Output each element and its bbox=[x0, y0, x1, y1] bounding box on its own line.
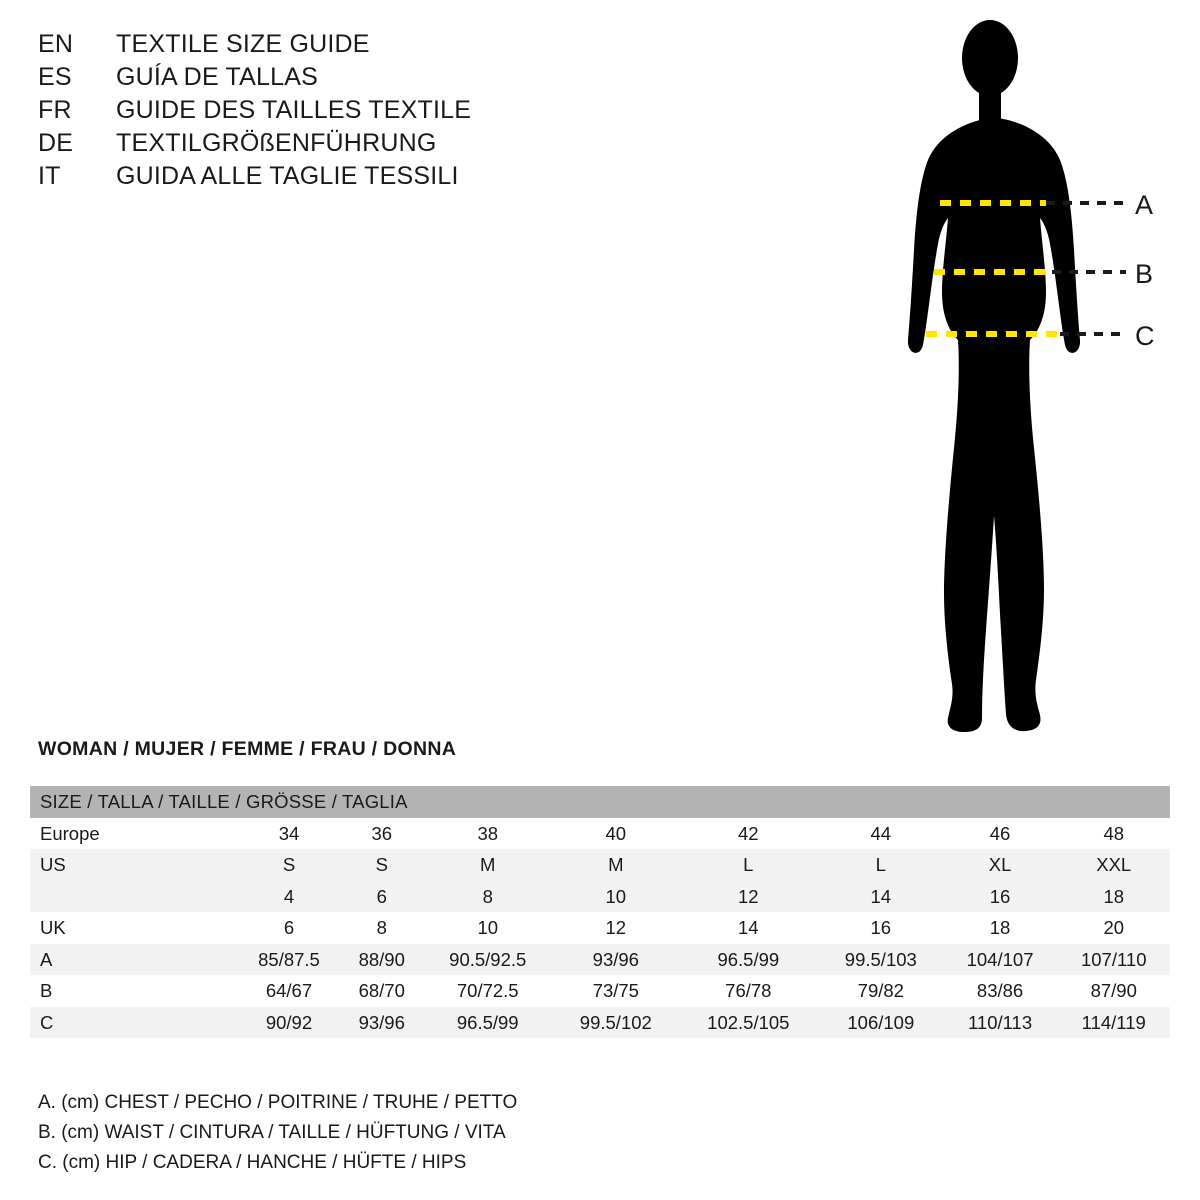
row-label bbox=[30, 881, 236, 913]
table-row bbox=[30, 975, 1170, 1007]
table-row bbox=[30, 881, 1170, 913]
table-cell: 99.5/102 bbox=[579, 1011, 652, 1033]
table-cell: 4 bbox=[283, 885, 295, 907]
language-code: EN bbox=[38, 30, 74, 58]
table-cell: 93/96 bbox=[358, 1011, 405, 1033]
row-label: A bbox=[40, 948, 53, 970]
table-section-title: WOMAN / MUJER / FEMME / FRAU / DONNA bbox=[38, 738, 457, 760]
table-cell: 6 bbox=[376, 885, 387, 907]
table-cell: 16 bbox=[989, 885, 1011, 907]
table-cell: 96.5/99 bbox=[456, 1011, 519, 1033]
table-cell: 12 bbox=[738, 885, 759, 907]
table-cell: 79/82 bbox=[857, 980, 904, 1001]
table-cell: L bbox=[875, 854, 886, 875]
table-cell: M bbox=[480, 854, 496, 875]
table-cell: 73/75 bbox=[592, 980, 639, 1001]
table-cell: 6 bbox=[283, 917, 295, 938]
table-row bbox=[30, 849, 1170, 881]
table-cell: 85/87.5 bbox=[258, 948, 320, 970]
table-cell: 83/86 bbox=[976, 980, 1024, 1001]
table-cell: 34 bbox=[278, 822, 300, 844]
table-cell: 64/67 bbox=[265, 980, 313, 1001]
table-cell: 93/96 bbox=[592, 948, 639, 970]
table-cell: 8 bbox=[376, 917, 387, 938]
table-cell: 36 bbox=[371, 822, 393, 844]
table-header-row bbox=[30, 786, 1170, 818]
table-header-label: SIZE / TALLA / TAILLE / GRÖSSE / TAGLIA bbox=[40, 791, 408, 812]
table-row bbox=[30, 818, 1170, 850]
marker-label-b: B bbox=[1135, 259, 1154, 289]
table-row bbox=[30, 912, 1170, 944]
table-cell: 20 bbox=[1103, 917, 1125, 938]
silhouette-icon bbox=[908, 20, 1080, 732]
table-cell: 90.5/92.5 bbox=[449, 948, 527, 970]
language-title: TEXTILGRÖßENFÜHRUNG bbox=[116, 129, 437, 157]
language-title: GUÍA DE TALLAS bbox=[116, 63, 318, 91]
table-cell: 99.5/103 bbox=[844, 948, 917, 970]
table-cell: 48 bbox=[1103, 822, 1125, 844]
row-label: C bbox=[40, 1011, 54, 1033]
table-cell: 106/109 bbox=[847, 1011, 915, 1033]
language-row bbox=[38, 129, 658, 162]
table-cell: 44 bbox=[870, 822, 892, 844]
row-label: UK bbox=[40, 917, 66, 938]
language-code: DE bbox=[38, 129, 74, 157]
row-label: US bbox=[40, 854, 66, 875]
table-cell: 87/90 bbox=[1090, 980, 1137, 1001]
table-cell: S bbox=[375, 854, 388, 875]
language-code: ES bbox=[38, 63, 72, 91]
table-cell: 114/119 bbox=[1081, 1011, 1146, 1033]
language-code: FR bbox=[38, 96, 72, 124]
table-cell: 12 bbox=[605, 917, 627, 938]
table-cell: 96.5/99 bbox=[717, 948, 780, 970]
table-cell: 10 bbox=[605, 885, 627, 907]
footnote-waist: B. (cm) WAIST / CINTURA / TAILLE / HÜFTUNG / VITA bbox=[38, 1122, 506, 1143]
table-cell: L bbox=[743, 854, 754, 875]
table-row bbox=[30, 1007, 1170, 1039]
table-cell: 88/90 bbox=[358, 948, 405, 970]
language-title: TEXTILE SIZE GUIDE bbox=[116, 30, 370, 58]
marker-label-a: A bbox=[1135, 190, 1154, 220]
marker-label-c: C bbox=[1135, 321, 1155, 351]
table-cell: 16 bbox=[870, 917, 892, 938]
footnote-list bbox=[38, 1088, 838, 1178]
table-cell: XXL bbox=[1096, 854, 1132, 875]
table-cell: 10 bbox=[477, 917, 499, 938]
table-cell: M bbox=[608, 854, 624, 875]
language-title: GUIDE DES TAILLES TEXTILE bbox=[116, 96, 472, 124]
table-cell: 90/92 bbox=[265, 1011, 313, 1033]
female-silhouette-figure bbox=[860, 18, 1180, 748]
table-cell: 107/110 bbox=[1080, 948, 1147, 970]
table-cell: 18 bbox=[1103, 885, 1125, 907]
row-label: Europe bbox=[40, 822, 100, 844]
language-title: GUIDA ALLE TAGLIE TESSILI bbox=[116, 162, 459, 190]
table-cell: S bbox=[282, 854, 296, 875]
language-header-list bbox=[38, 30, 658, 195]
table-cell: 38 bbox=[477, 822, 499, 844]
table-cell: 110/113 bbox=[967, 1011, 1033, 1033]
footnote-hip: C. (cm) HIP / CADERA / HANCHE / HÜFTE / HIPS bbox=[38, 1152, 467, 1173]
table-cell: 46 bbox=[989, 822, 1011, 844]
table-row bbox=[30, 944, 1170, 976]
table-cell: 104/107 bbox=[966, 948, 1034, 970]
table-cell: 102.5/105 bbox=[707, 1011, 790, 1033]
table-cell: 70/72.5 bbox=[456, 980, 519, 1001]
table-cell: XL bbox=[988, 854, 1012, 875]
table-cell: 14 bbox=[870, 885, 892, 907]
table-cell: 18 bbox=[989, 917, 1011, 938]
size-table bbox=[30, 786, 1170, 1038]
table-cell: 68/70 bbox=[358, 980, 405, 1001]
footnote-chest: A. (cm) CHEST / PECHO / POITRINE / TRUHE / PETTO bbox=[38, 1092, 518, 1113]
table-cell: 76/78 bbox=[725, 980, 772, 1001]
table-cell: 40 bbox=[605, 822, 627, 844]
language-row bbox=[38, 63, 658, 96]
table-cell: 42 bbox=[738, 822, 759, 844]
language-row bbox=[38, 162, 658, 195]
language-code: IT bbox=[38, 162, 61, 190]
table-cell: 14 bbox=[738, 917, 759, 938]
language-row bbox=[38, 30, 658, 63]
table-cell: 8 bbox=[482, 885, 493, 907]
language-row bbox=[38, 96, 658, 129]
row-label: B bbox=[40, 980, 53, 1001]
